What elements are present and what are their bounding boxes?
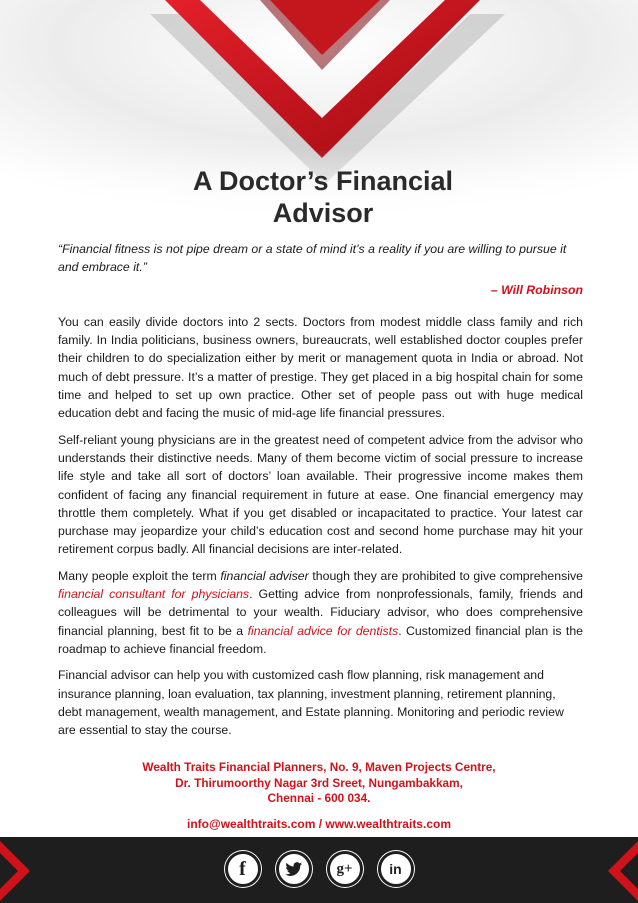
google-plus-icon[interactable] xyxy=(327,851,363,887)
paragraph-3-emphasis: financial adviser xyxy=(220,568,309,583)
google-plus-glyph: g+ xyxy=(336,860,353,877)
paragraph-3-text-4: . Customized financial plan is the roadmap to achieve financial freedom. xyxy=(58,623,583,656)
facebook-glyph: f xyxy=(239,857,246,880)
website-link[interactable]: www.wealthtraits.com xyxy=(325,817,451,831)
address-line-2: Dr. Thirumoorthy Nagar 3rd Sreet, Nungambakkam, xyxy=(175,775,463,790)
link-financial-advice-dentists[interactable]: financial advice for dentists xyxy=(247,623,399,638)
address-line-1: Wealth Traits Financial Planners, No. 9, Maven Projects Centre, xyxy=(142,760,496,774)
contact-separator: / xyxy=(315,817,326,831)
address-line-3: Chennai - 600 034. xyxy=(267,791,371,805)
twitter-icon[interactable] xyxy=(276,851,312,887)
title-line-1: A Doctor’s Financial xyxy=(192,166,454,196)
title-line-2: Advisor xyxy=(272,198,374,228)
paragraph-2: Self-reliant young physicians are in the greatest need of competent advice from the advisor who understands their distinctive needs. Many of them become victim of social pressure to increase life style and take all sort of doctors’ loan available. Their progressive income makes them confident of facing any financial requirement in future at ease. One financial emergency may throttle them completely. What if you get disabled or incapacitated to practice. Your latest car purchase may jeopardize your child’s education cost and second home purchase may hit your retirement corpus badly. All financial decisions are inter-related. xyxy=(58,432,583,557)
contact-line xyxy=(0,817,638,831)
article-body xyxy=(58,240,583,747)
linkedin-glyph: in xyxy=(389,861,402,877)
link-financial-consultant-physicians[interactable]: financial consultant for physicians xyxy=(58,587,250,602)
paragraph-3 xyxy=(58,567,583,658)
facebook-icon[interactable] xyxy=(225,851,261,887)
footer-band xyxy=(0,837,638,903)
social-links xyxy=(0,851,638,889)
twitter-bird-glyph xyxy=(285,862,303,877)
linkedin-icon[interactable] xyxy=(378,851,414,887)
paragraph-4: Financial advisor can help you with customized cash flow planning, risk management and insurance planning, loan evaluation, tax planning, investment planning, retirement planning, debt management, wealth management, and Estate planning. Monitoring and periodic review are essential to stay the course. xyxy=(58,668,564,738)
email-link[interactable]: info@wealthtraits.com xyxy=(187,817,316,831)
paragraph-3-text-1: Many people exploit the term xyxy=(58,568,221,583)
company-address xyxy=(0,760,638,807)
paragraph-1: You can easily divide doctors into 2 sects. Doctors from modest middle class family and rich family. In India politicians, business owners, bureaucrats, well established doctor couples prefer their children to do specialization either by merit or management quota in India or abroad. Not much of debt pressure. It’s a matter of prestige. They get placed in a big hospital chain for some time and helped to set up own practice. Other set of people pass out with huge medical education debt and facing the music of mid-age life financial pressures. xyxy=(58,314,583,421)
quote-author: – Will Robinson xyxy=(490,282,583,297)
document-title xyxy=(0,165,638,229)
paragraph-3-text-3: . Getting advice from nonprofessionals, family, friends and colleagues will be detrimental to your wealth. Fiduciary advisor, who does comprehensive financial planning, best fit to be a xyxy=(58,587,584,638)
paragraph-3-text-2: though they are prohibited to give comprehensive xyxy=(308,568,583,583)
opening-quote: “Financial fitness is not pipe dream or a state of mind it’s a reality if you are willing to pursue it and embrace it.” xyxy=(58,242,567,275)
